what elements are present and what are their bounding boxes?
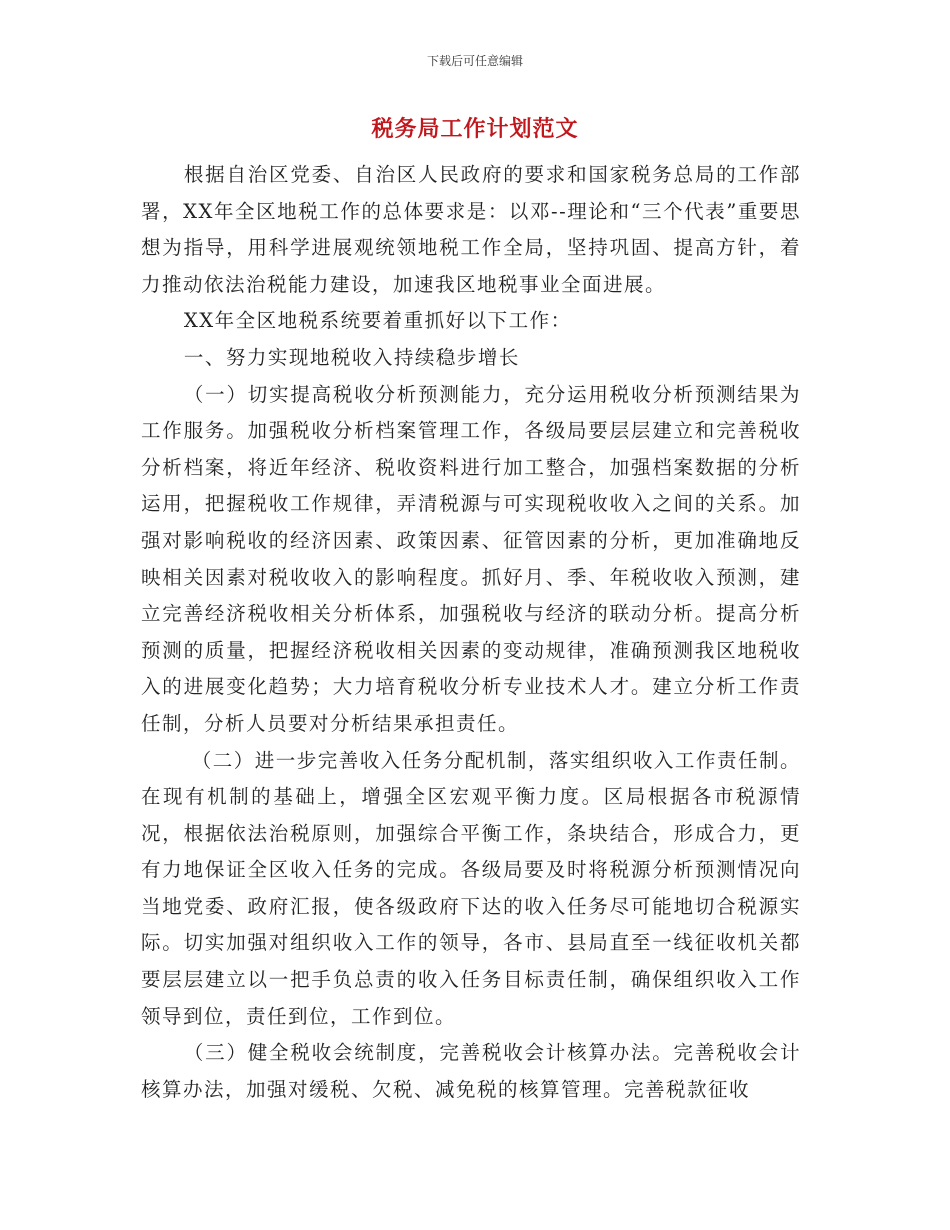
paragraph-item-3: （三）健全税收会统制度，完善税收会计核算办法。完善税收会计核算办法，加强对缓税、欠税、减免税的核算管理。完善税款征收 [141,1041,801,1101]
paragraph-intro: 根据自治区党委、自治区人民政府的要求和国家税务总局的工作部署，XX年全区地税工作的总体要求是：以邓--理论和“三个代表”重要思想为指导，用科学进展观统领地税工作全局，坚持巩固、提高方针，着力推动依法治税能力建设，加速我区地税事业全面进展。 [141,163,801,296]
page-header: 下载后可任意编辑 [426,54,523,68]
paragraph-tasks-lead: XX年全区地税系统要着重抓好以下工作： [183,309,572,333]
section-heading-1: 一、努力实现地税收入持续稳步增长 [183,345,520,369]
document-title: 税务局工作计划范文 [371,117,579,142]
paragraph-item-1: （一）切实提高税收分析预测能力，充分运用税收分析预测结果为工作服务。加强税收分析档案管理工作，各级局要层层建立和完善税收分析档案，将近年经济、税收资料进行加工整合，加强档案数据的分析运用，把握税收工作规律，弄清税源与可实现税收收入之间的关系。加强对影响税收的经济因素、政策因素、征管因素的分析，更加准确地反映相关因素对税收收入的影响程度。抓好月、季、年税收收入预测，建立完善经济税收相关分析体系，加强税收与经济的联动分析。提高分析预测的质量，把握经济税收相关因素的变动规律，准确预测我区地税收入的进展变化趋势；大力培育税收分析专业技术人才。建立分析工作责任制，分析人员要对分析结果承担责任。 [141,382,801,735]
document-body [141,157,801,1108]
paragraph-item-2: （二）进一步完善收入任务分配机制，落实组织收入工作责任制。在现有机制的基础上，增强全区宏观平衡力度。区局根据各市税源情况，根据依法治税原则，加强综合平衡工作，条块结合，形成合力，更有力地保证全区收入任务的完成。各级局要及时将税源分析预测情况向当地党委、政府汇报，使各级政府下达的收入任务尽可能地切合税源实际。切实加强对组织收入工作的领导，各市、县局直至一线征收机关都要层层建立以一把手负总责的收入任务目标责任制，确保组织收入工作领导到位，责任到位，工作到位。 [141,748,801,1028]
